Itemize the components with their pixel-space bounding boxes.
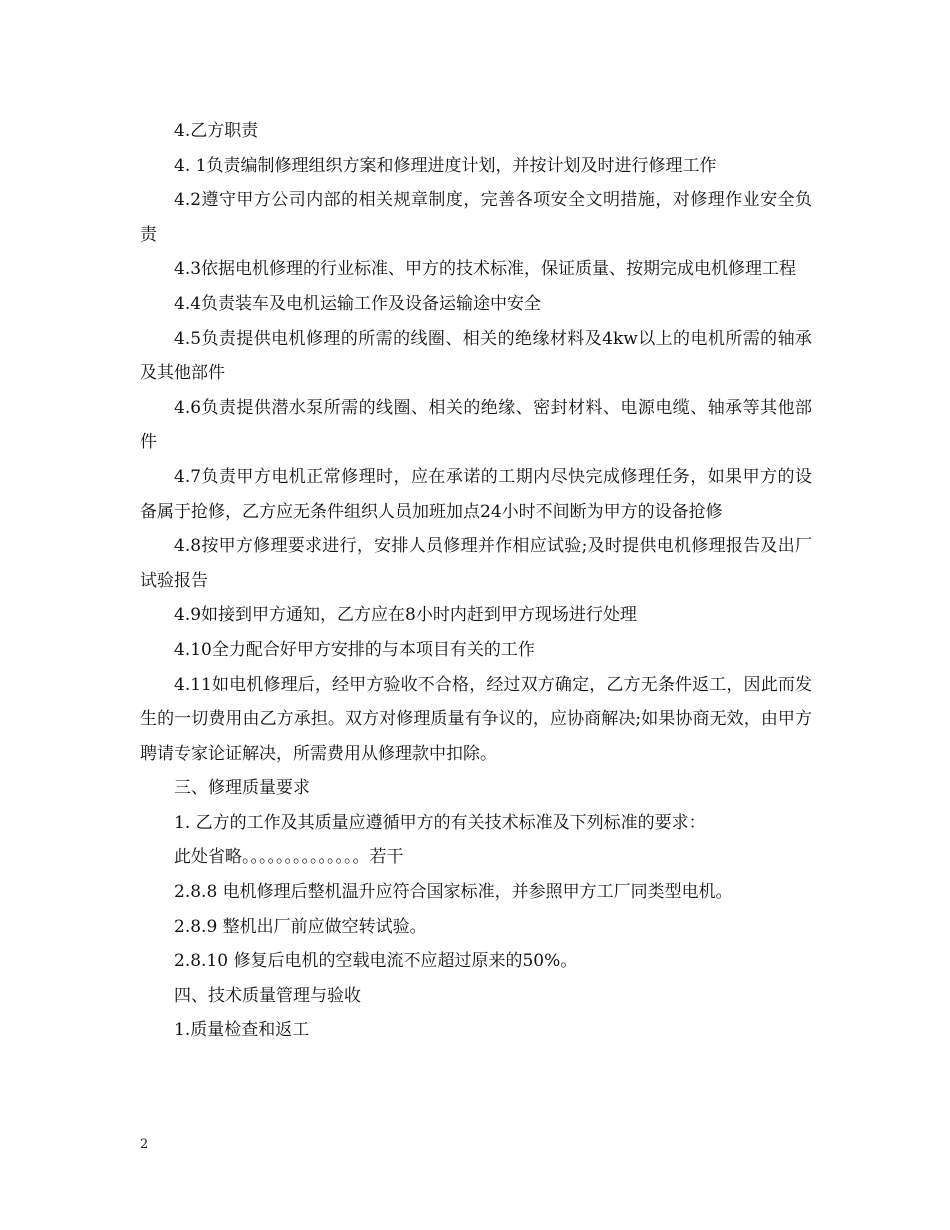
- clause-2-8-10: 2.8.10 修复后电机的空载电流不应超过原来的50%。: [174, 951, 578, 972]
- section-heading-party-b-duties: 4.乙方职责: [174, 121, 259, 141]
- subheading-inspection-rework: 1.质量检查和返工: [174, 1020, 310, 1041]
- clause-4-8: 4.8按甲方修理要求进行，安排人员修理并作相应试验;及时提供电机修理报告及出厂试验报告: [140, 536, 812, 591]
- document-body: [140, 114, 812, 1048]
- clause-4-11: 4.11如电机修理后，经甲方验收不合格，经过双方确定，乙方无条件返工，因此而发生的一切费用由乙方承担。双方对修理质量有争议的，应协商解决;如果协商无效，由甲方聘请专家论证解决，所需费用从修理款中扣除。: [140, 674, 812, 764]
- quality-requirement-1: 1. 乙方的工作及其质量应遵循甲方的有关技术标准及下列标准的要求：: [174, 812, 706, 833]
- clause-4-10: 4.10全力配合好甲方安排的与本项目有关的工作: [174, 639, 535, 660]
- clause-2-8-9: 2.8.9 整机出厂前应做空转试验。: [174, 916, 427, 937]
- section-heading-quality-management: 四、技术质量管理与验收: [174, 985, 361, 1006]
- omitted-text-note: 此处省略。。。。。。。。。。。。。。若干: [174, 847, 404, 868]
- clause-2-8-8: 2.8.8 电机修理后整机温升应符合国家标准，并参照甲方工厂同类型电机。: [174, 882, 733, 903]
- clause-4-9: 4.9如接到甲方通知，乙方应在8小时内赶到甲方现场进行处理: [174, 605, 637, 626]
- clause-4-2: 4.2遵守甲方公司内部的相关规章制度，完善各项安全文明措施，对修理作业安全负责: [140, 190, 812, 245]
- clause-4-7: 4.7负责甲方电机正常修理时，应在承诺的工期内尽快完成修理任务，如果甲方的设备属于抢修，乙方应无条件组织人员加班加点24小时不间断为甲方的设备抢修: [140, 466, 812, 522]
- page-number: 2: [140, 1137, 149, 1152]
- clause-4-6: 4.6负责提供潜水泵所需的线圈、相关的绝缘、密封材料、电源电缆、轴承等其他部件: [140, 397, 812, 453]
- section-heading-quality-requirements: 三、修理质量要求: [174, 778, 310, 799]
- clause-4-1: 4. 1负责编制修理组织方案和修理进度计划，并按计划及时进行修理工作: [174, 155, 717, 176]
- clause-4-5: 4.5负责提供电机修理的所需的线圈、相关的绝缘材料及4kw以上的电机所需的轴承及其他部件: [140, 328, 812, 384]
- clause-4-4: 4.4负责装车及电机运输工作及设备运输途中安全: [174, 293, 542, 314]
- clause-4-3: 4.3依据电机修理的行业标准、甲方的技术标准，保证质量、按期完成电机修理工程: [174, 259, 797, 280]
